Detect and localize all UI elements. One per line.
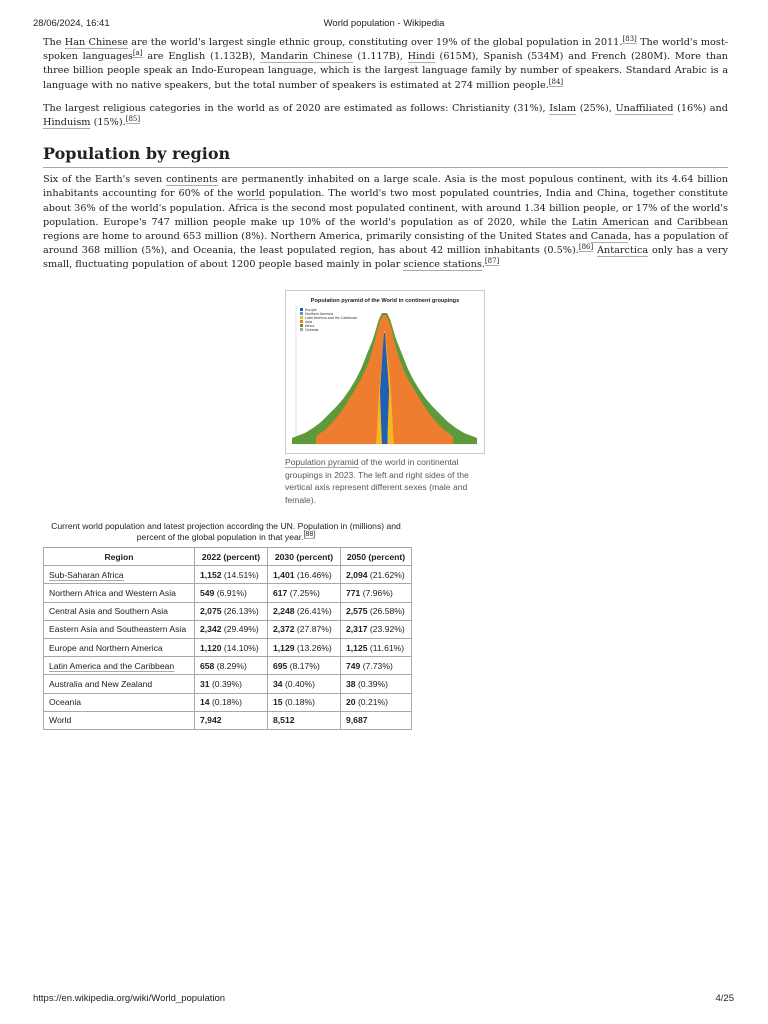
table-row: Australia and New Zealand 31 (0.39%) 34 (0.40%) 38 (0.39%) bbox=[44, 675, 412, 693]
link-caribbean[interactable]: Caribbean bbox=[676, 216, 729, 228]
legend-northern-america: Northern America bbox=[305, 312, 333, 316]
section-heading-population-by-region: Population by region bbox=[43, 144, 728, 168]
legend-africa: Africa bbox=[305, 324, 315, 328]
ref-83[interactable]: [83] bbox=[622, 35, 637, 43]
link-sub-saharan-africa[interactable]: Sub-Saharan Africa bbox=[49, 569, 124, 580]
col-header-region: Region bbox=[44, 548, 195, 566]
ref-86[interactable]: [86] bbox=[578, 243, 594, 252]
legend-oceania: Oceania bbox=[305, 328, 319, 332]
population-pyramid-graphic bbox=[286, 291, 484, 453]
ref-88[interactable]: [88] bbox=[303, 531, 316, 538]
print-page-title: World population - Wikipedia bbox=[323, 18, 445, 29]
region-cell: Australia and New Zealand bbox=[44, 675, 195, 693]
col-header-2050: 2050 (percent) bbox=[341, 548, 412, 566]
ref-87[interactable]: [87] bbox=[484, 257, 500, 266]
link-mandarin-chinese[interactable]: Mandarin Chinese bbox=[260, 51, 353, 63]
table-row-world-total: World 7,942 8,512 9,687 bbox=[44, 711, 412, 729]
table-row: Northern Africa and Western Asia 549 (6.91%) 617 (7.25%) 771 (7.96%) bbox=[44, 584, 412, 602]
link-latin-america-caribbean[interactable]: Latin America and the Caribbean bbox=[49, 660, 175, 671]
paragraph-religion: The largest religious categories in the world as of 2020 are estimated as follows: Christianity (31%), Islam (25%), Unaffiliated (16%) and Hinduism (15%).[85] bbox=[43, 102, 728, 129]
ref-84[interactable]: [84] bbox=[548, 77, 564, 86]
link-hindi[interactable]: Hindi bbox=[407, 51, 435, 63]
print-page-number: 4/25 bbox=[715, 993, 734, 1004]
col-header-2022: 2022 (percent) bbox=[195, 548, 268, 566]
link-antarctica[interactable]: Antarctica bbox=[597, 245, 649, 257]
link-han-chinese[interactable]: Han Chinese bbox=[64, 37, 128, 48]
link-world[interactable]: world bbox=[236, 188, 266, 200]
population-projection-table bbox=[43, 547, 412, 730]
table-row: Sub-Saharan Africa 1,152 (14.51%) 1,401 (16.46%) 2,094 (21.62%) bbox=[44, 566, 412, 584]
link-continents[interactable]: continents bbox=[166, 174, 218, 186]
region-cell: Central Asia and Southern Asia bbox=[44, 602, 195, 620]
region-cell: World bbox=[44, 711, 195, 729]
link-science-stations[interactable]: science stations bbox=[403, 259, 482, 271]
table-caption: Current world population and latest projection according the UN. Population in (millions) and percent of the global population in that year.[88] bbox=[51, 521, 401, 542]
paragraph-ethnic-languages: The Han Chinese are the world's largest single ethnic group, constituting over 19% of the global population in 2011.[83] The world's most-spoken languages[a] are English (1.132B), Mandarin Chinese (1.117B), Hindi (615M), Spanish (534M) and French (280M). More than three billion people speak an Indo-European language, which is the largest language family by number of speakers. Standard Arabic is a language with no native speakers, but the total number of speakers is estimated at 274 million people.[84] bbox=[43, 35, 729, 91]
table-row: Central Asia and Southern Asia 2,075 (26.13%) 2,248 (26.41%) 2,575 (26.58%) bbox=[44, 602, 412, 620]
table-row: Oceania 14 (0.18%) 15 (0.18%) 20 (0.21%) bbox=[44, 693, 412, 711]
table-row: Europe and Northern America 1,120 (14.10%) 1,129 (13.26%) 1,125 (11.61%) bbox=[44, 638, 412, 656]
legend-europe: Europe bbox=[305, 308, 317, 312]
article-content bbox=[43, 36, 728, 282]
population-pyramid-image[interactable] bbox=[285, 290, 485, 454]
region-cell: Europe and Northern America bbox=[44, 638, 195, 656]
ref-85[interactable]: [85] bbox=[125, 115, 141, 124]
print-datetime: 28/06/2024, 16:41 bbox=[33, 18, 110, 29]
col-header-2030: 2030 (percent) bbox=[268, 548, 341, 566]
table-header-row bbox=[44, 548, 412, 566]
link-hinduism[interactable]: Hinduism bbox=[43, 117, 91, 129]
region-cell: Eastern Asia and Southeastern Asia bbox=[44, 620, 195, 638]
paragraph-regions: Six of the Earth's seven continents are permanently inhabited on a large scale. Asia is the most populous continent, with its 4.64 billion inhabitants accounting for 60% of the world population. The world's two most populated countries, India and China, together constitute about 36% of the world's population. Africa is the second most populated continent, with around 1.34 billion people, or 17% of the world's population. Europe's 747 million people make up 10% of the world's population as of 2020, while the Latin American and Caribbean regions are home to around 653 million (8%). Northern America, primarily consisting of the United States and Canada, has a population of around 368 million (5%), and Oceania, the least populated region, has about 42 million inhabitants (0.5%).[86] Antarctica only has a very small, fluctuating population of about 1200 people based mainly in polar science stations.[87] bbox=[43, 174, 729, 271]
region-cell: Northern Africa and Western Asia bbox=[44, 584, 195, 602]
region-cell: Oceania bbox=[44, 693, 195, 711]
pyramid-image-title: Population pyramid of the World in continent groupings bbox=[310, 298, 460, 304]
link-unaffiliated[interactable]: Unaffiliated bbox=[615, 102, 674, 114]
table-row: Latin America and the Caribbean 658 (8.29%) 695 (8.17%) 749 (7.73%) bbox=[44, 657, 412, 675]
link-latin-american[interactable]: Latin American bbox=[571, 216, 650, 228]
link-islam[interactable]: Islam bbox=[549, 102, 577, 114]
print-url: https://en.wikipedia.org/wiki/World_population bbox=[33, 993, 226, 1004]
population-pyramid-figure bbox=[285, 290, 485, 506]
legend-latin-america: Latin America and the Caribbean bbox=[305, 316, 358, 320]
table-row: Eastern Asia and Southeastern Asia 2,342 (29.49%) 2,372 (27.87%) 2,317 (23.92%) bbox=[44, 620, 412, 638]
note-a[interactable]: [a] bbox=[132, 49, 143, 58]
link-population-pyramid[interactable]: Population pyramid bbox=[285, 457, 359, 467]
figure-caption: Population pyramid of the world in continental groupings in 2023. The left and right sides of the vertical axis represent different sexes (male and female). bbox=[285, 457, 469, 505]
legend-asia: Asia bbox=[305, 320, 312, 324]
link-canada[interactable]: Canada bbox=[590, 231, 628, 243]
